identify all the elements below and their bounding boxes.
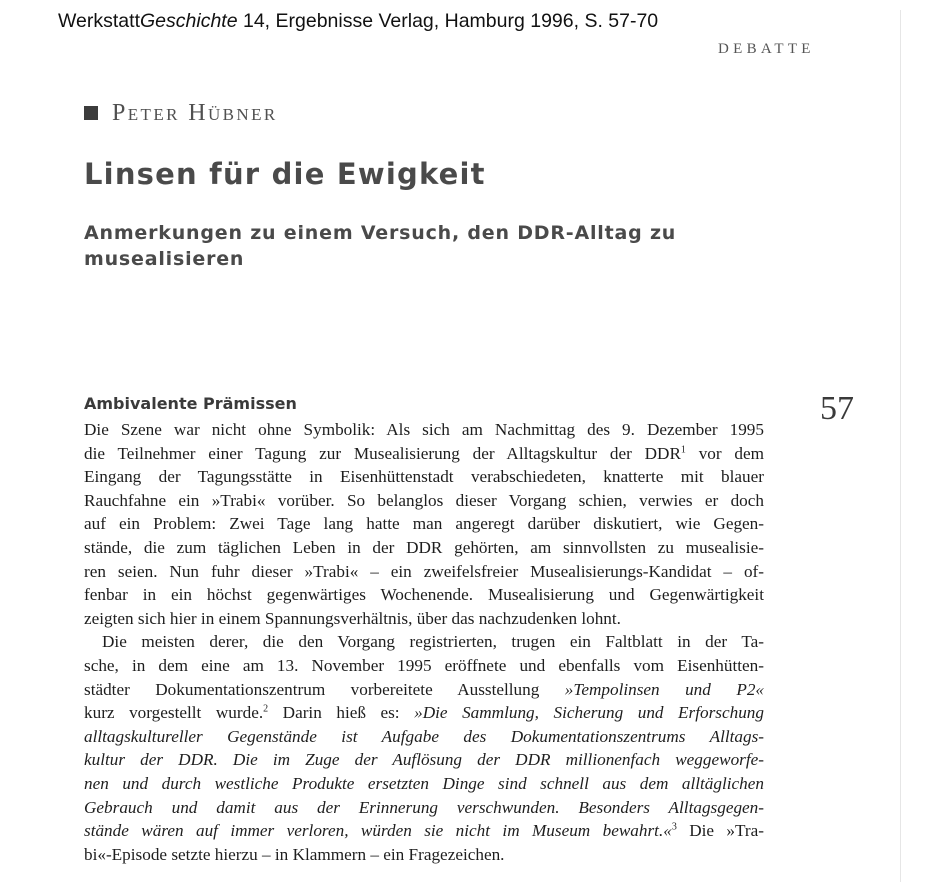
cut-off-line bbox=[102, 873, 762, 882]
body-line: ren seien. Nun fuhr dieser »Trabi« – ein zweifelsfreier Musealisierungs-Kandidat – of- bbox=[84, 561, 764, 581]
body-line: Eingang der Tagungsstätte in Eisenhüttenstadt verabschiedeten, knatterte mit blauer bbox=[84, 467, 764, 487]
body-line: kultur der DDR. Die im Zuge der Auflösung der DDR millionenfach weggeworfe- bbox=[84, 750, 764, 770]
body-line: alltagskultureller Gegenstände ist Aufgabe des Dokumentationszentrums Alltags- bbox=[84, 726, 764, 746]
page-edge bbox=[900, 10, 901, 882]
body-line: Rauchfahne ein »Trabi« vorüber. So belanglos dieser Vorgang schien, verwies er doch bbox=[84, 490, 764, 510]
square-bullet-icon bbox=[84, 106, 98, 120]
body-line: stände wären auf immer verloren, würden sie nicht im Museum bewahrt.«$^3$ Die »Tra- bbox=[84, 821, 764, 841]
body-line: stände, die zum täglichen Leben in der DDR gehörten, am sinnvollsten zu musealisie- bbox=[84, 537, 764, 557]
section-tag: DEBATTE bbox=[718, 41, 815, 57]
body-line: auf ein Problem: Zwei Tage lang hatte man angeregt darüber diskutiert, wie Gegen- bbox=[84, 514, 764, 534]
body-text bbox=[84, 418, 764, 866]
body-line: städter Dokumentationszentrum vorbereitete Ausstellung »Tempolinsen und P2« bbox=[84, 679, 765, 699]
body-line: zeigten sich hier in einem Spannungsverhältnis, über das nachzudenken lohnt. bbox=[84, 608, 621, 628]
body-line: Die Szene war nicht ohne Symbolik: Als sich am Nachmittag des 9. Dezember 1995 bbox=[84, 420, 764, 439]
body-line: nen und durch westliche Produkte ersetzten Dinge sind schnell aus dem alltäglichen bbox=[84, 773, 764, 793]
body-line: die Teilnehmer einer Tagung zur Musealisierung der Alltagskultur der DDR$^1$ vor dem bbox=[84, 443, 764, 463]
body-line: bi«-Episode setzte hierzu – in Klammern – ein Fragezeichen. bbox=[84, 844, 505, 864]
page-number: 57 bbox=[820, 390, 854, 427]
article-subtitle: Anmerkungen zu einem Versuch, den DDR-Alltag zu musealisieren bbox=[84, 222, 677, 270]
section-heading: Ambivalente Prämissen bbox=[84, 394, 297, 413]
body-line: fenbar in ein höchst gegenwärtiges Wochenende. Musealisierung und Gegenwärtigkeit bbox=[84, 585, 764, 605]
citation-header: WerkstattGeschichte 14, Ergebnisse Verlag, Hamburg 1996, S. 57-70 bbox=[58, 10, 659, 32]
author-row bbox=[84, 98, 278, 128]
body-line: sche, in dem eine am 13. November 1995 eröffnete und ebenfalls vom Eisenhütten- bbox=[84, 655, 764, 675]
body-line: Gebrauch und damit aus der Erinnerung verschwunden. Besonders Alltagsgegen- bbox=[84, 797, 764, 817]
author-name: Peter Hübner bbox=[112, 99, 278, 126]
body-line: Die meisten derer, die den Vorgang registrierten, trugen ein Faltblatt in der Ta- bbox=[102, 632, 764, 652]
article-title: Linsen für die Ewigkeit bbox=[84, 157, 486, 191]
body-line: kurz vorgestellt wurde.$^2$ Darin hieß es: »Die Sammlung, Sicherung und Erforschung bbox=[84, 703, 764, 723]
footnote-marker: 2 bbox=[263, 703, 269, 715]
footnote-marker: 3 bbox=[671, 821, 677, 833]
footnote-marker: 1 bbox=[680, 443, 686, 455]
